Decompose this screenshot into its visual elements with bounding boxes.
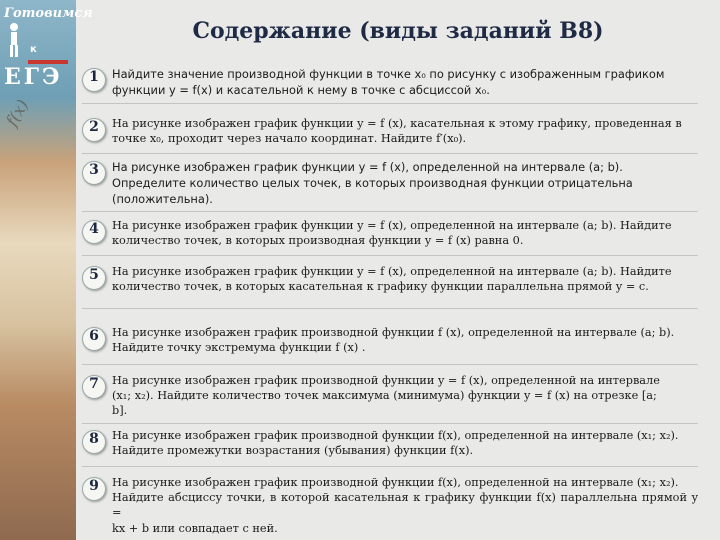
task-text: На рисунке изображен график функции y = f (x), определенной на интервале (a; b). Определите количество целых точек, в которых производная функции отрицательна (положительна). <box>112 160 633 207</box>
task-text: На рисунке изображен график функции y = f (x), определенной на интервале (a; b). Найдите количество точек, в которых производная функции y = f (x) равна 0. <box>112 219 672 248</box>
task-number: 4 <box>82 220 106 244</box>
task-number: 2 <box>82 118 106 142</box>
task-number: 8 <box>82 430 106 454</box>
task-text: На рисунке изображен график производной функции f(x), определенной на интервале (x₁; x₂). Найдите промежутки возрастания (убывания) функции f(x). <box>112 429 679 458</box>
divider <box>82 103 698 104</box>
decorative-banner <box>0 0 93 540</box>
task-text: Найдите значение производной функции в точке x₀ по рисунку с изображенным графиком функции y = f(x) и касательной к нему в точке с абсциссой x₀. <box>112 67 665 98</box>
divider <box>82 308 698 309</box>
divider <box>82 364 698 365</box>
banner-doodle: f(x) <box>2 96 33 130</box>
divider <box>82 153 698 154</box>
task-number: 6 <box>82 327 106 351</box>
divider <box>82 211 698 212</box>
page-title: Содержание (виды заданий В8) <box>192 18 604 44</box>
divider <box>82 466 698 467</box>
task-number: 1 <box>82 68 106 92</box>
divider <box>82 255 698 256</box>
task-text: На рисунке изображен график функции y = f (x), определенной на интервале (a; b). Найдите количество точек, в которых касательная к графику функции параллельна прямой y = c. <box>112 265 672 294</box>
task-number: 7 <box>82 375 106 399</box>
task-text: На рисунке изображен график функции y = f (x), касательная к этому графику, проведенная в точке x₀, проходит через начало координат. Найдите f′(x₀). <box>112 117 682 146</box>
task-text: На рисунке изображен график производной функции y = f (x), определенной на интервале (x₁; x₂). Найдите количество точек максимума (минимума) функции y = f (x) на отрезке [a; b]. <box>112 374 660 418</box>
banner-k: к <box>30 44 37 55</box>
task-number: 9 <box>82 477 106 501</box>
divider <box>82 423 698 424</box>
task-text: На рисунке изображен график производной функции f(x), определенной на интервале (x₁; x₂). Найдите абсциссу точки, в которой касательная к графику функции f(x) параллельна прямой y = kx + b или совпадает с ней. <box>112 476 698 535</box>
task-number: 5 <box>82 266 106 290</box>
person-figure-icon <box>4 22 24 58</box>
banner-ege: ЕГЭ <box>4 64 63 90</box>
task-number: 3 <box>82 161 106 185</box>
banner-brand: Готовимся <box>4 6 93 21</box>
task-text: На рисунке изображен график производной функции f (x), определенной на интервале (a; b). Найдите точку экстремума функции f (x) . <box>112 326 675 355</box>
